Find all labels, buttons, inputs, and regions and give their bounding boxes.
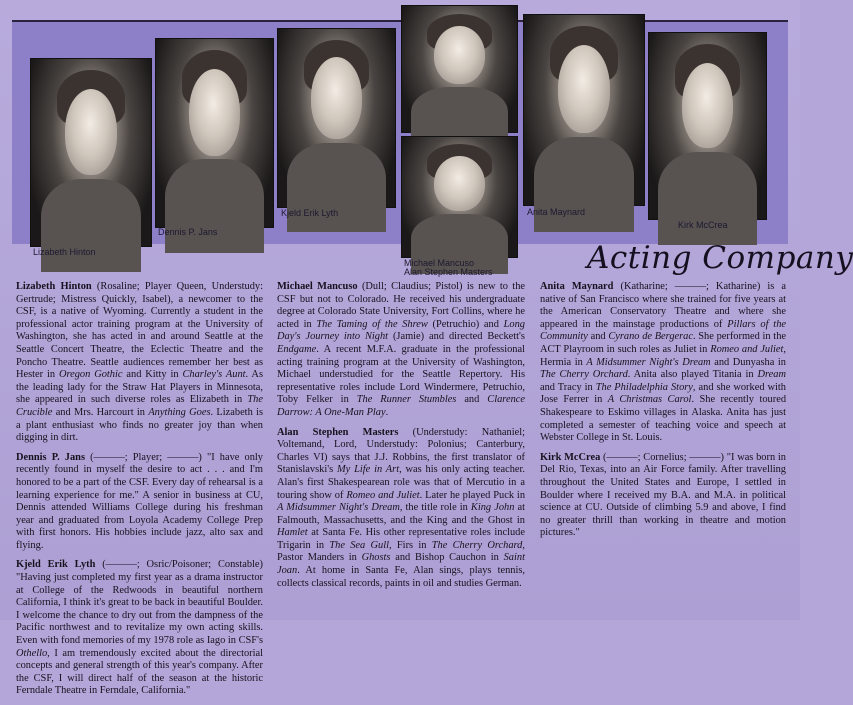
photo-michael-mancuso [401,136,518,258]
bio-name: Lizabeth Hinton [16,281,92,292]
bio-michael-mancuso: Michael Mancuso (Dull; Claudius; Pistol) is new to the CSF but not to Colorado. He received his undergraduate degree at Colorado State University, Fort Collins, where he acted in The Taming of the Shrew (Petruchio) and Long Day's Journey into Night (Jamie) and directed Beckett's Endgame. A recent M.F.A. graduate in the professional acting training program at the University of Washington, Michael understudied for the Seattle Repertory. His representative roles include Lord Windermere, Petruchio, Toby Felker in The Runner Stumbles and Clarence Darrow: A One-Man Play. [277,281,525,418]
bio-name: Alan Stephen Masters [277,426,399,438]
bio-alan-stephen-masters: Alan Stephen Masters (Understudy: Nathaniel; Voltemand, Lord, Understudy: Polonius; Canterbury, Charles VI) says that J.J. Robbins, the first translator of Stanislavski's My Life in Art, was his only acting teacher. Alan's first Shakespearean role was that of Mercutio in a touring show of Romeo and Juliet. Later he played Puck in A Midsummer Night's Dream, the title role in King John at Falmouth, Massachusetts, and the King and the Ghost in Hamlet at Santa Fe. His other representative roles include Trigarin in The Sea Gull, Firs in The Cherry Orchard, Pastor Manders in Ghosts and Bishop Cauchon in Saint Joan. At home in Santa Fe, Alan sings, plays tennis, collects classical records, paints in oil and studies German. [277,426,526,589]
photo-lizabeth-hinton [30,58,152,247]
photo-alan-stephen-masters [401,5,518,133]
photo-dennis-jans [155,38,274,228]
page-title: Acting Company [587,240,853,276]
caption-michael-mancuso: Michael Mancuso [404,258,475,268]
column-1 [16,281,263,705]
bio-name: Kjeld Erik Lyth [16,559,96,571]
bio-name: Dennis P. Jans [16,451,86,463]
column-2 [277,281,525,597]
bio-anita-maynard: Anita Maynard (Katharine; ———; Katharine) is a native of San Francisco where she trained for five years at the American Conservatory Theatre and where she appeared in the mainstage productions of Pillars of the Community and Cyrano de Bergerac. She performed in the ACT Playroom in such roles as Juliet in Romeo and Juliet, Hermia in A Midsummer Night's Dream and Dunyasha in The Cherry Orchard. Anita also played Titania in Dream and Tracy in The Philadelphia Story, and she worked with Jose Ferrer in A Christmas Carol. She recently toured Shakespeare to Eskimo villages in Alaska. Anita has just completed a semester of teaching voice and speech at Webster College in St. Louis. [540,281,787,444]
bio-kjeld-erik-lyth: Kjeld Erik Lyth (———; Osric/Poisoner; Constable) "Having just completed my first year as a drama instructor at College of the Redwoods in beautiful northern California, I think it's great to be back in beautiful Boulder. I welcome the chance to dry out from the dampness of the Pacific northwest and to revitalize my own acting skills. Even with fond memories of my 1978 role as Iago in CSF's Othello, I am tremendously excited about the directorial concepts and general strength of this year's company. After the CSF, I will direct half of the season at the historic Ferndale Theatre in Ferndale, California." [16,559,263,697]
caption-dennis-jans: Dennis P. Jans [158,227,218,237]
caption-anita-maynard: Anita Maynard [527,207,586,217]
bio-dennis-jans: Dennis P. Jans (———; Player; ———) "I have only recently found in myself the desire to act . . . and I'm honored to be a part of the CSF. Every day of rehearsal is a learning experience for me." A senior in business at CU, Dennis attended Williams College during his freshman year and graduated from Loyola Academy College Prep with first honors. His hobbies include jazz, alto sax and flying. [16,451,263,551]
photo-kirk-mccrea [648,32,767,220]
column-3 [540,281,786,547]
bio-name: Michael Mancuso [277,281,358,292]
photo-kjeld-erik-lyth [277,28,396,208]
caption-alan-stephen-masters: Alan Stephen Masters [404,267,493,277]
bio-name: Anita Maynard [540,281,614,292]
bio-name: Kirk McCrea [540,451,601,463]
caption-lizabeth-hinton: Lizabeth Hinton [33,247,96,257]
photo-anita-maynard [523,14,645,206]
caption-kjeld-erik-lyth: Kjeld Erik Lyth [281,208,339,218]
bio-kirk-mccrea: Kirk McCrea (———; Cornelius; ———) "I was born in Del Rio, Texas, into an Air Force family. After travelling throughout the United States and Europe, I settled in Boulder where I received my B.A. and M.A. in political science at CU. Outside of climbing 5.9 and above, I find no greater thrill than working in theatre and motion pictures." [540,451,786,539]
caption-kirk-mccrea: Kirk McCrea [678,220,728,230]
bio-lizabeth-hinton: Lizabeth Hinton (Rosaline; Player Queen, Understudy: Gertrude; Mistress Quickly, Isabel), a newcomer to the CSF, is a native of Wyoming. Currently a student in the professional actor training program at the University of Washington, she has acted in and around Seattle at the Seattle Concert Theatre, the Eclectic Theatre and the Poncho Theatre. Seattle audiences remember her best as Hester in Oregon Gothic and Kitty in Charley's Aunt. As the leading lady for the Straw Hat Players in Minnesota, she appeared in such diverse roles as Elizabeth in The Crucible and Mrs. Harcourt in Anything Goes. Lizabeth is a plant enthusiast who finds no greater joy than when digging in dirt. [16,281,264,444]
